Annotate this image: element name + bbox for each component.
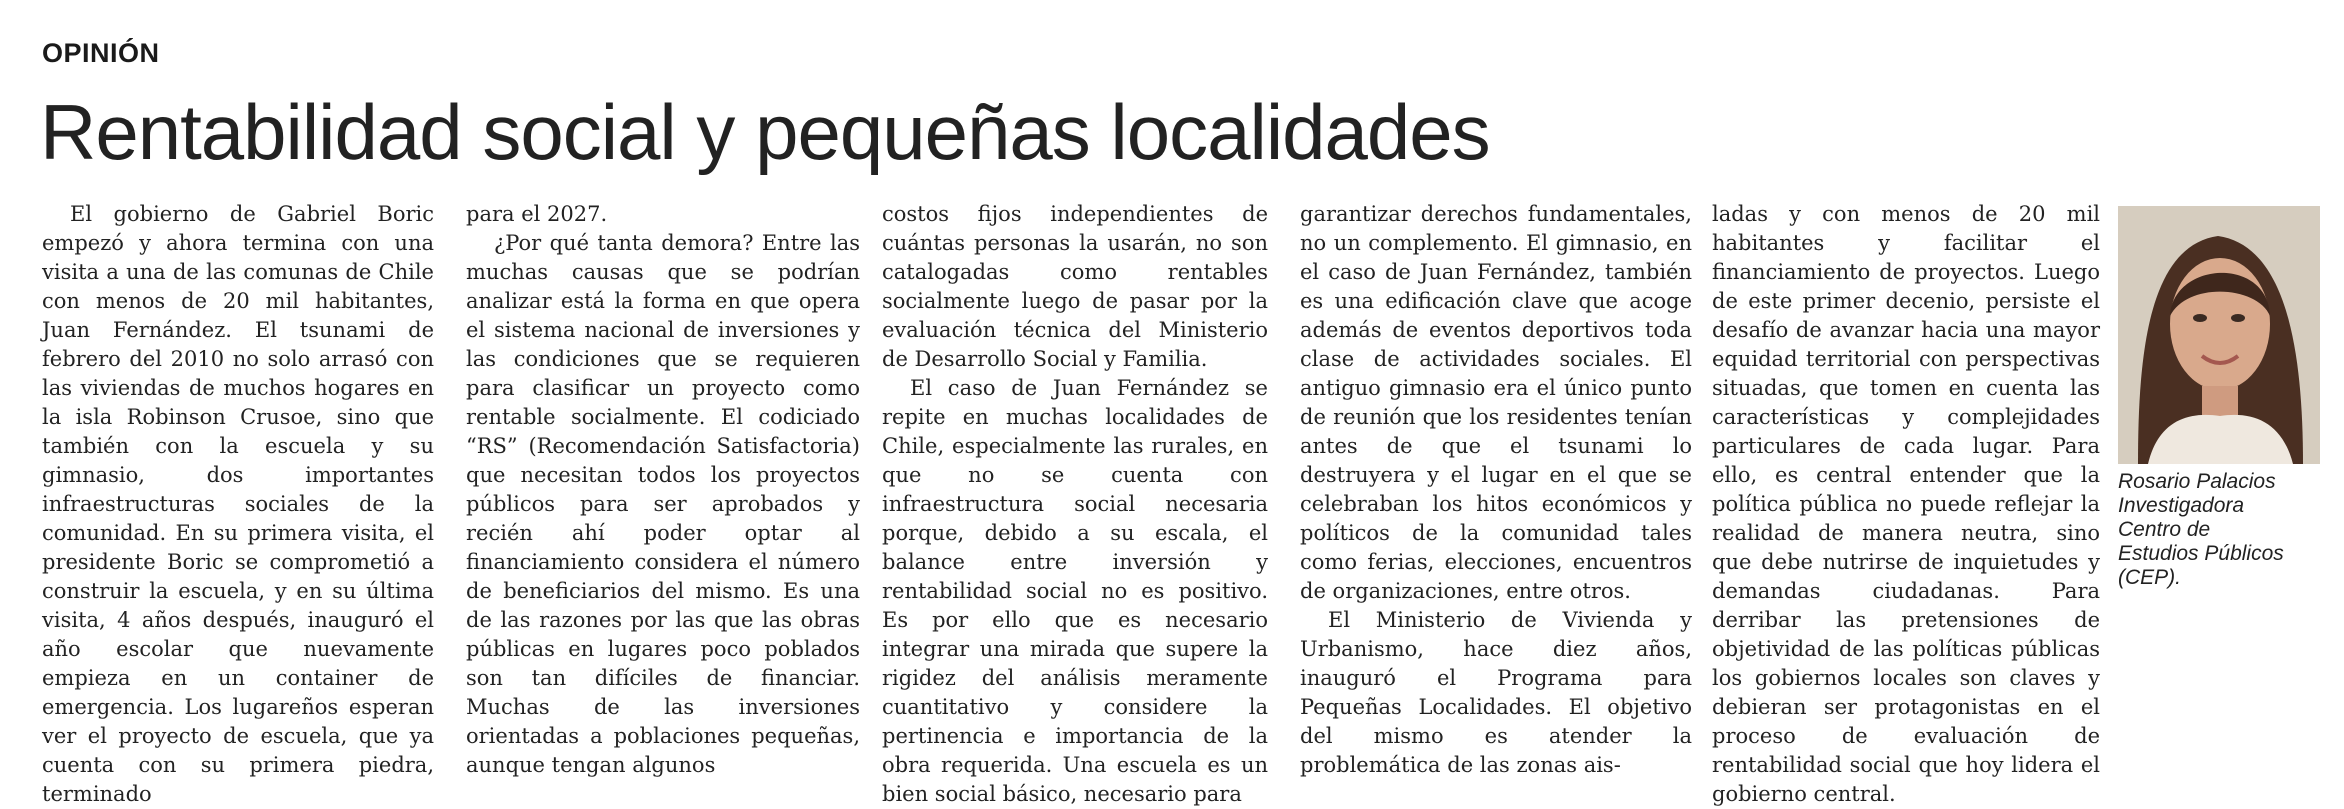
- author-portrait-icon: [2118, 206, 2320, 464]
- section-label: OPINIÓN: [42, 38, 160, 68]
- article-column-4: [1300, 200, 1692, 777]
- paragraph: costos fijos independientes de cuántas personas la usarán, no son catalogadas como rentables socialmente luego de pasar por la evaluación técnica del Ministerio de Desarrollo Social y Familia.: [882, 202, 1268, 371]
- author-affiliation-line: Centro de: [2118, 518, 2211, 541]
- paragraph: para el 2027.: [466, 202, 608, 226]
- headline: Rentabilidad social y pequeñas localidades: [40, 88, 1490, 176]
- article-column-2: [466, 200, 860, 777]
- author-affiliation-line: Estudios Públicos: [2118, 542, 2284, 565]
- paragraph: El caso de Juan Fernández se repite en muchas localidades de Chile, especialmente las rurales, en que no se cuenta con infraestructura social necesaria porque, debido a su escala, el balance entre inversión y rentabilidad social no es positivo. Es por ello que es necesario integrar una mirada que supere la rigidez del análisis meramente cuantitativo y considere la pertinencia e importancia de la obra requerida. Una escuela es un bien social básico, necesario para: [882, 376, 1268, 806]
- paragraph: ladas y con menos de 20 mil habitantes y facilitar el financiamiento de proyectos. Luego de este primer decenio, persiste el desafío de avanzar hacia una mayor equidad territorial con perspectivas situadas, que tomen en cuenta las características y complejidades particulares de cada lugar. Para ello, es central entender que la política pública no puede reflejar la realidad de manera neutra, sino que debe nutrirse de inquietudes y demandas ciudadanas. Para derribar las pretensiones de objetividad de las políticas públicas los gobiernos locales son claves y debieran ser protagonistas en el proceso de evaluación de rentabilidad social que hoy lidera el gobierno central.: [1712, 202, 2100, 806]
- author-name: Rosario Palacios: [2118, 470, 2276, 493]
- paragraph: garantizar derechos fundamentales, no un complemento. El gimnasio, en el caso de Juan Fernández, también es una edificación clave que acoge además de eventos deportivos toda clase de actividades sociales. El antiguo gimnasio era el único punto de reunión que los residentes tenían antes de que el tsunami lo destruyera y el lugar en el que se celebraban los hitos económicos y políticos de la comunidad tales como ferias, elecciones, encuentros de organizaciones, entre otros.: [1300, 202, 1692, 603]
- author-role: Investigadora: [2118, 494, 2245, 517]
- article-column-1: [42, 200, 434, 806]
- paragraph: ¿Por qué tanta demora? Entre las muchas causas que se podrían analizar está la forma en que opera el sistema nacional de inversiones y las condiciones que se requieren para clasificar un proyecto como rentable socialmente. El codiciado “RS” (Recomendación Satisfactoria) que necesitan todos los proyectos públicos para ser aprobados y recién ahí poder optar al financiamiento considera el número de beneficiarios del mismo. Es una de las razones por las que las obras públicas en lugares poco poblados son tan difíciles de financiar. Muchas de las inversiones orientadas a poblaciones pequeñas, aunque tengan algunos: [466, 231, 860, 777]
- author-caption: [2118, 470, 2338, 590]
- paragraph: El gobierno de Gabriel Boric empezó y ahora termina con una visita a una de las comunas de Chile con menos de 20 mil habitantes, Juan Fernández. El tsunami de febrero del 2010 no solo arrasó con las viviendas de muchos hogares en la isla Robinson Crusoe, sino que también con la escuela y su gimnasio, dos importantes infraestructuras sociales de la comunidad. En su primera visita, el presidente Boric se comprometió a construir la escuela, y en su última visita, 4 años después, inauguró el año escolar que nuevamente empieza en un container de emergencia. Los lugareños esperan ver el proyecto de escuela, que ya cuenta con su primera piedra, terminado: [42, 202, 434, 806]
- paragraph: El Ministerio de Vivienda y Urbanismo, hace diez años, inauguró el Programa para Pequeñas Localidades. El objetivo del mismo es atender la problemática de las zonas ais-: [1300, 608, 1692, 777]
- author-affiliation-line: (CEP).: [2118, 566, 2181, 589]
- author-photo: [2118, 206, 2320, 464]
- article-column-5: [1712, 200, 2100, 806]
- article-column-3: [882, 200, 1268, 806]
